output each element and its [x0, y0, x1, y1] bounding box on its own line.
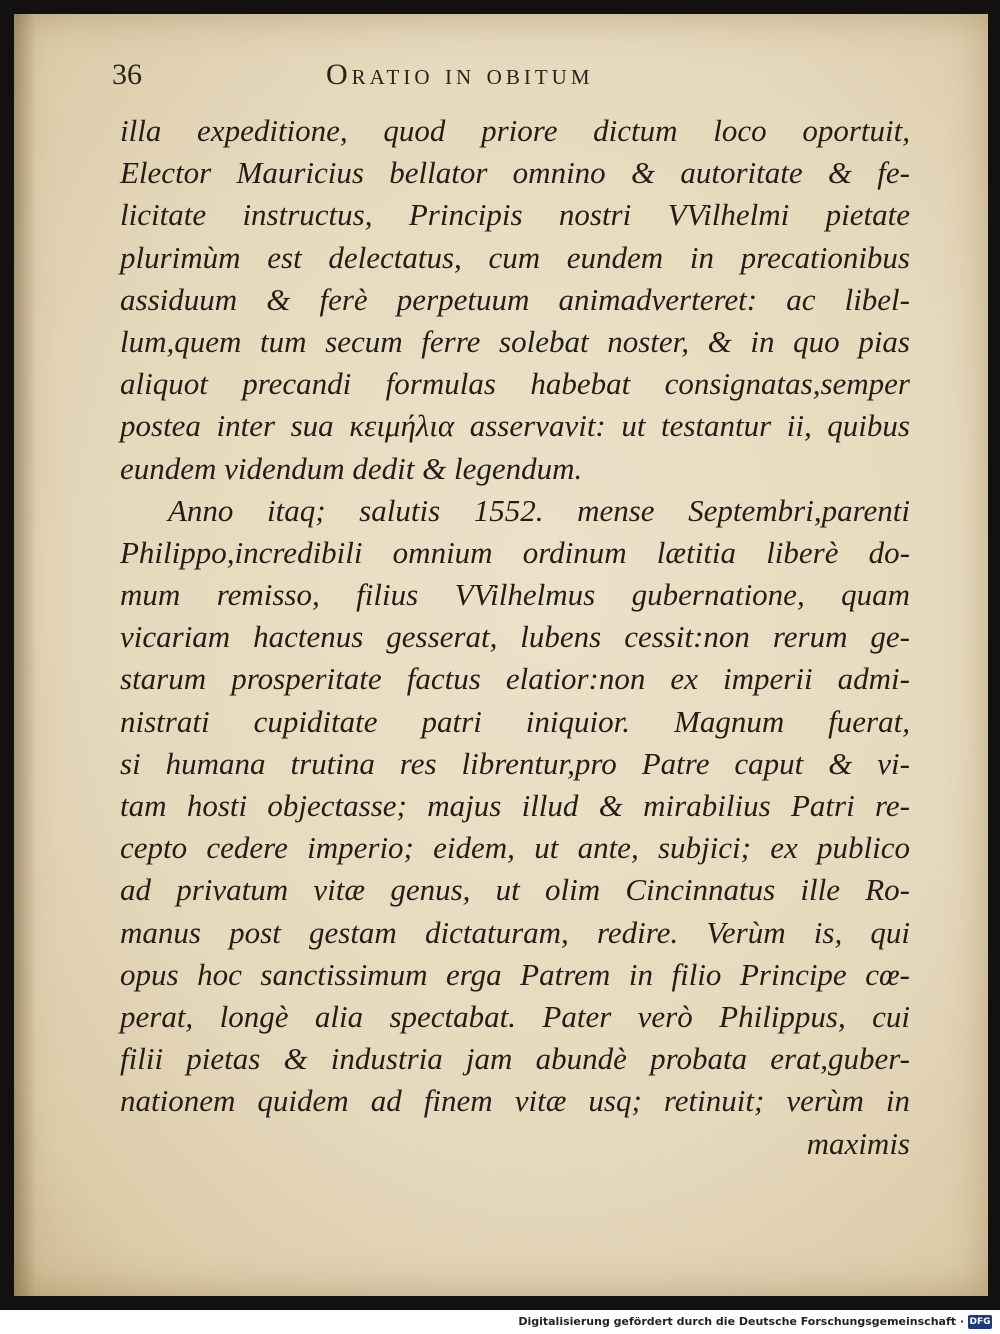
text-line: perat, longè alia spectabat. Pater verò Philippus, cui: [120, 998, 910, 1034]
text-line: cepto cedere imperio; eidem, ut ante, subjici; ex publico: [120, 830, 910, 866]
text-line: licitate instructus, Principis nostri VVilhelmi pietate: [120, 197, 910, 233]
text-line: nistrati cupiditate patri iniquior. Magnum fuerat,: [120, 703, 910, 739]
dfg-logo: DFG: [969, 1317, 991, 1327]
text-line: plurimùm est delectatus, cum eundem in precationibus: [120, 239, 910, 275]
text-line: postea inter sua κειμήλια asservavit: ut testantur ii, quibus: [120, 408, 910, 444]
page-number: 36: [112, 58, 142, 91]
text-line: starum prosperitate factus elatior:non ex imperii admi-: [120, 661, 910, 697]
text-line: assiduum & ferè perpetuum animadverteret: ac libel-: [120, 281, 910, 317]
catchword: maximis: [806, 1125, 910, 1161]
text-line: nationem quidem ad finem vitæ usq; retinuit; verùm in: [120, 1083, 910, 1119]
page-header: [112, 52, 832, 102]
text-line: mum remisso, filius VVilhelmus gubernatione, quam: [120, 577, 910, 613]
text-line: Elector Mauricius bellator omnino & autoritate & fe-: [120, 155, 910, 191]
text-line: ad privatum vitæ genus, ut olim Cincinnatus ille Ro-: [120, 872, 910, 908]
page-gutter-shadow: [14, 14, 36, 1296]
text-line: eundem videndum dedit & legendum.: [120, 450, 583, 486]
funding-credit: Digitalisierung gefördert durch die Deutsche Forschungsgemeinschaft ·: [518, 1315, 964, 1328]
text-line: aliquot precandi formulas habebat consignatas,semper: [120, 366, 910, 402]
text-line: manus post gestam dictaturam, redire. Verùm is, qui: [120, 914, 910, 950]
digitization-footer: [0, 1310, 1000, 1334]
text-line: tam hosti objectasse; majus illud & mirabilius Patri re-: [120, 788, 910, 823]
body-text: [120, 110, 910, 1165]
text-line: filii pietas & industria jam abundè probata erat,guber-: [120, 1041, 910, 1077]
text-line: lum,quem tum secum ferre solebat noster, & in quo pias: [120, 323, 910, 359]
text-line: vicariam hactenus gesserat, lubens cessit:non rerum ge-: [120, 619, 910, 655]
text-line: opus hoc sanctissimum erga Patrem in filio Principe cœ-: [120, 956, 910, 992]
text-line: Philippo,incredibili omnium ordinum lætitia liberè do-: [120, 534, 910, 570]
text-line: si humana trutina res librentur,pro Patre caput & vi-: [120, 745, 910, 781]
text-line: Anno itaq; salutis 1552. mense Septembri,parenti: [168, 492, 910, 528]
text-line: illa expeditione, quod priore dictum loco oportuit,: [120, 113, 910, 148]
running-title: Oratio in obitum: [326, 58, 594, 91]
